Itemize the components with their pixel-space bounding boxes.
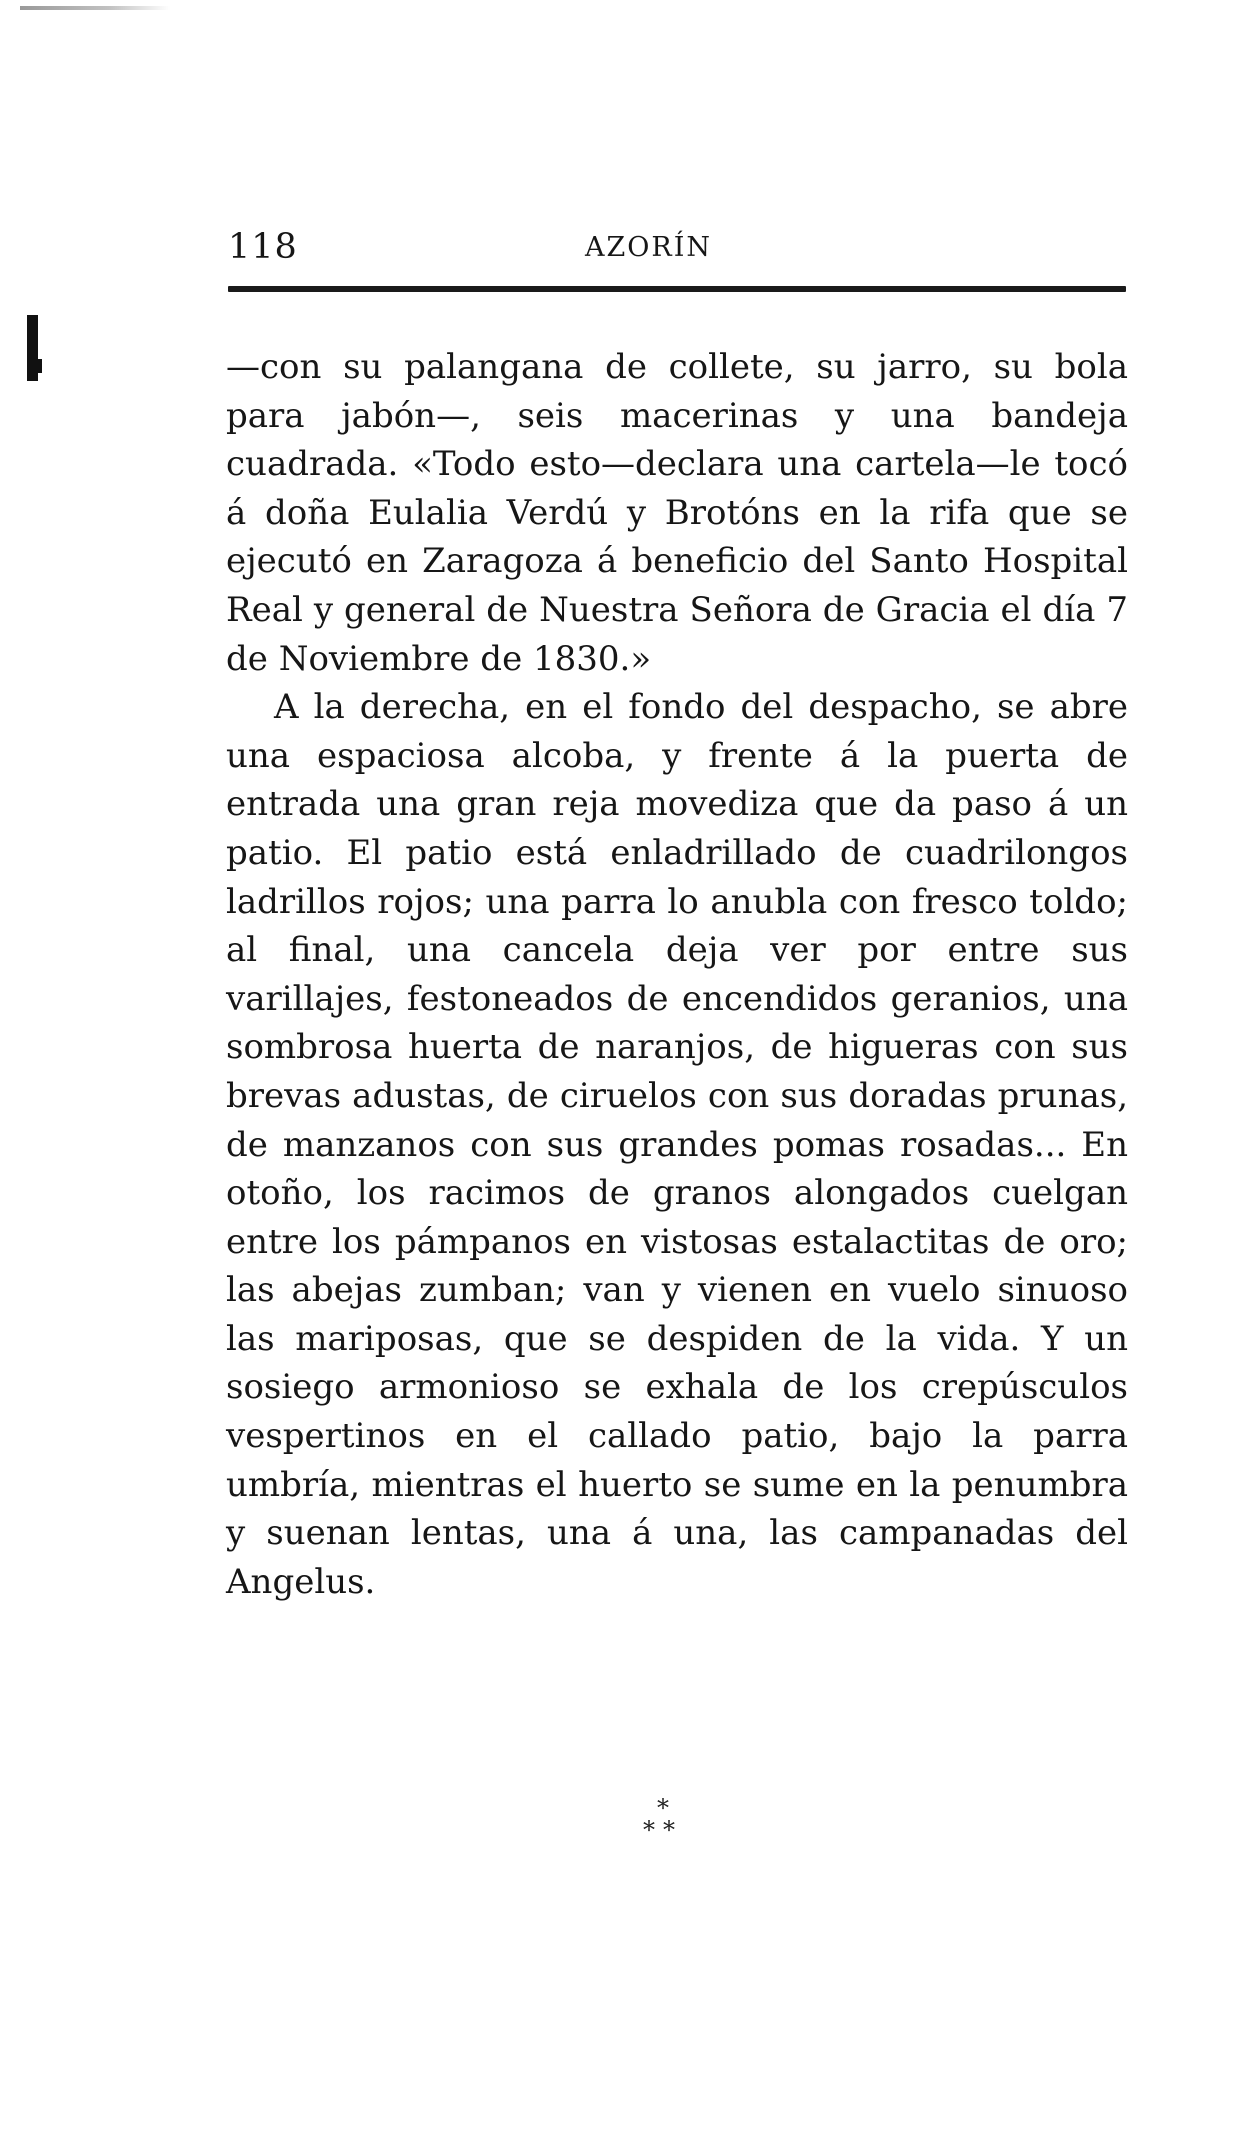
running-head-author: AZORÍN xyxy=(585,232,713,263)
margin-mark xyxy=(27,315,38,381)
page-number: 118 xyxy=(228,227,298,267)
asterism-top: * xyxy=(657,1794,669,1822)
paragraph-2: A la derecha, en el fondo del despacho, se abre una espaciosa alcoba, y frente á la puerta de entrada una gran reja movediza que da paso á un patio. El patio está enladrillado de cuadrilongos ladrillos rojos; una parra lo anubla con fresco toldo; al final, una cancela deja ver por entre sus varillajes, festoneados de encendidos geranios, una sombrosa huerta de naranjos, de higueras con sus brevas adustas, de ciruelos con sus doradas prunas, de manzanos con sus grandes pomas rosadas... En otoño, los racimos de granos alongados cuelgan entre los pámpanos en vistosas estalactitas de oro; las abejas zumban; van y vienen en vuelo sinuoso las mariposas, que se despiden de la vida. Y un sosiego armonioso se exhala de los crepúsculos vespertinos en el callado patio, bajo la parra umbría, mientras el huerto se sume en la penumbra y suenan lentas, una á una, las campanadas del Angelus. xyxy=(226,687,1128,1602)
print-smudge xyxy=(20,6,170,10)
asterism xyxy=(628,1794,698,1844)
running-head xyxy=(228,222,1128,272)
header-rule xyxy=(228,286,1126,292)
asterism-bottom: ** xyxy=(643,1816,683,1844)
body-text xyxy=(226,343,1128,1606)
paragraph-1: —con su palangana de collete, su jarro, su bola para jabón—, seis macerinas y una bandeja cuadrada. «Todo esto—declara una cartela—le tocó á doña Eulalia Verdú y Brotóns en la rifa que se ejecutó en Zaragoza á beneficio del Santo Hospital Real y general de Nuestra Señora de Gracia el día 7 de Noviembre de 1830.» xyxy=(226,347,1128,679)
